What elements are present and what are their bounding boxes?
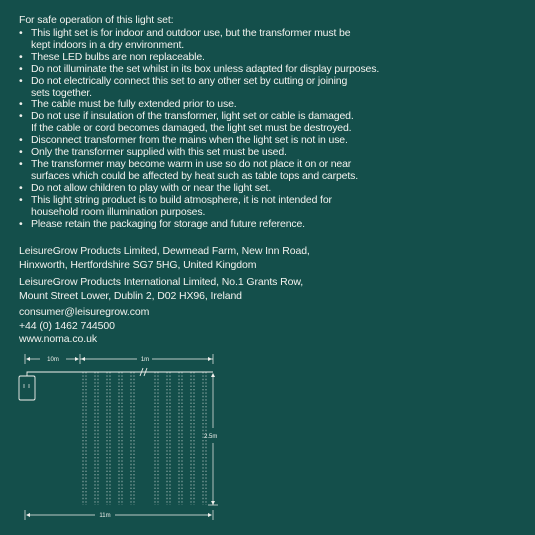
address-line: Mount Street Lower, Dublin 2, D02 HX96, Ireland <box>19 289 242 302</box>
list-item: • Do not allow children to play with or near the light set. <box>19 183 519 195</box>
transformer-icon <box>19 376 35 400</box>
list-item: • These LED bulbs are non replaceable. <box>19 52 519 64</box>
list-item: • Please retain the packaging for storage and future reference. <box>19 219 519 231</box>
list-item: • Do not use if insulation of the transformer, light set or cable is damaged. If the cable or cord becomes damaged, the light set must be destroyed. <box>19 111 519 135</box>
address-line: Hinxworth, Hertfordshire SG7 5HG, United Kingdom <box>19 258 257 271</box>
lead-length-label: 10m <box>47 357 59 363</box>
light-drops <box>83 372 206 505</box>
list-item: • Do not illuminate the set whilst in its box unless adapted for display purposes. <box>19 64 519 76</box>
drop-length-label: 2.5m <box>204 434 218 440</box>
total-width-label: 11m <box>99 513 111 519</box>
contact-phone: +44 (0) 1462 744500 <box>19 319 115 332</box>
list-item: • This light string product is to build atmosphere, it is not intended for household room illumination purposes. <box>19 195 519 219</box>
list-item: • Only the transformer supplied with this set must be used. <box>19 147 519 159</box>
list-item: • Disconnect transformer from the mains when the light set is not in use. <box>19 135 519 147</box>
safety-heading: For safe operation of this light set: <box>19 14 174 26</box>
contact-email: consumer@leisuregrow.com <box>19 306 150 318</box>
spacing-label: 1m <box>140 357 150 363</box>
contact-website: www.noma.co.uk <box>19 333 97 345</box>
address-line: LeisureGrow Products Limited, Dewmead Farm, New Inn Road, <box>19 245 310 257</box>
list-item: • The transformer may become warm in use so do not place it on or near surfaces which could be affected by heat such as table tops and carpets. <box>19 159 519 183</box>
total-width-dimension <box>25 510 213 520</box>
lead-cable <box>27 372 80 376</box>
list-item: • Do not electrically connect this set to any other set by cutting or joining sets together. <box>19 76 519 100</box>
list-item: • The cable must be fully extended prior to use. <box>19 99 519 111</box>
address-line: LeisureGrow Products International Limited, No.1 Grants Row, <box>19 276 304 288</box>
list-item: • This light set is for indoor and outdoor use, but the transformer must be kept indoors in a dry environment. <box>19 28 519 52</box>
